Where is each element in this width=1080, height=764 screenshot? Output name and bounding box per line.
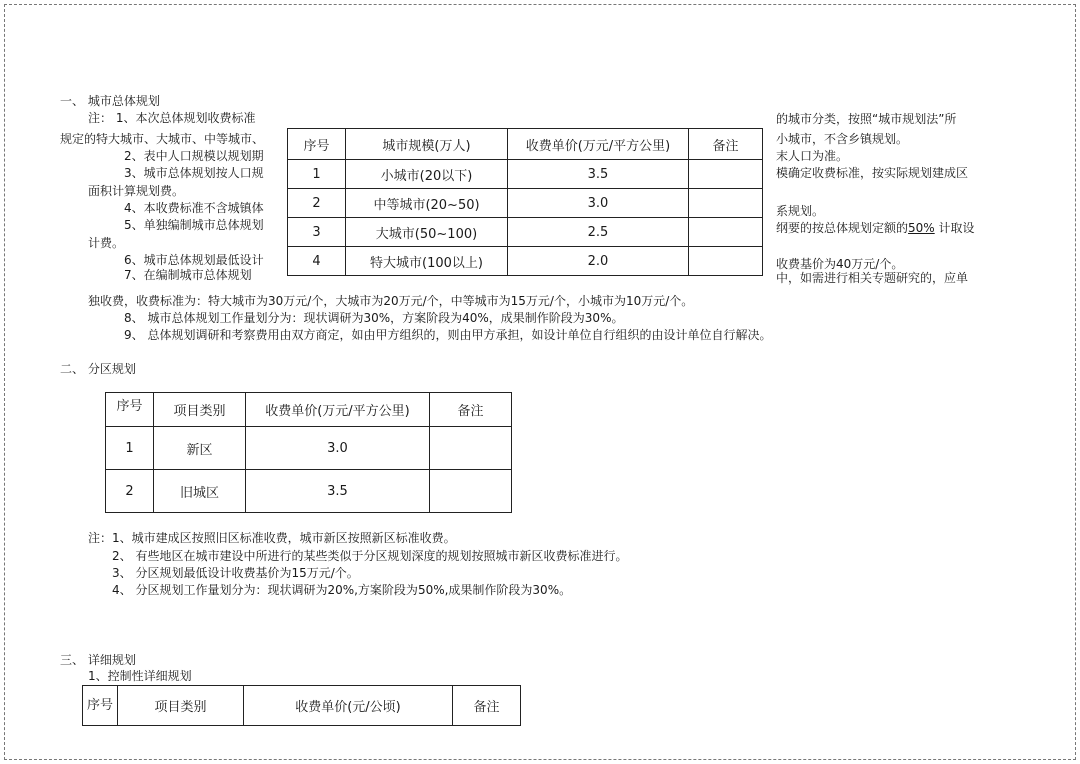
table-header-row [288,129,763,160]
section1-note-9: 9、 总体规划调研和考察费用由双方商定，如由甲方组织的，则由甲方承担，如设计单位自行组织的由设计单位自行解决。 [124,328,772,342]
cell: 新区 [154,427,246,470]
section1-heading: 一、 城市总体规划 [60,94,160,108]
header-cell: 收费单价(万元/平方公里) [508,129,689,160]
cell: 特大城市(100以上) [346,247,508,276]
table-header-row [83,686,521,726]
cell: 1 [106,427,154,470]
table-header-row [106,393,512,427]
table-row [106,470,512,513]
table-row [106,427,512,470]
cell: 4 [288,247,346,276]
section2-note-3: 3、 分区规划最低设计收费基价为15万元/个。 [112,566,359,580]
cell: 3.0 [508,189,689,218]
section1-right-5: 系规划。 [776,204,825,218]
cell: 3.5 [246,470,430,513]
cell: 大城市(50~100) [346,218,508,247]
table-row [288,160,763,189]
section2-note-1: 注：1、城市建成区按照旧区标准收费，城市新区按照新区标准收费。 [88,531,456,545]
section1-right-4: 模确定收费标准，按实际规划建成区 [776,166,969,180]
cell: 3 [288,218,346,247]
cell [689,218,763,247]
cell: 中等城市(20~50) [346,189,508,218]
cell [689,189,763,218]
section1-note-6: 6、城市总体规划最低设计 [124,253,264,267]
table-row [288,189,763,218]
section1-note-7: 7、在编制城市总体规划 [124,268,252,282]
detailed-plan-fee-table [82,685,521,726]
district-plan-fee-table [105,392,512,513]
city-master-plan-fee-table [287,128,763,276]
section1-right-1: 的城市分类，按照“城市规划法”所 [776,112,957,126]
section1-right-6: 纲要的按总体规划定额的50% 计取设 [776,221,975,235]
section1-note-1a: 注： 1、本次总体规划收费标准 [88,111,256,125]
cell: 3.5 [508,160,689,189]
header-cell: 序号 [83,686,118,726]
cell: 小城市(20以下) [346,160,508,189]
section1-right-2: 小城市，不含乡镇规划。 [776,132,909,146]
section3-heading: 三、 详细规划 [60,653,136,667]
cell: 2.0 [508,247,689,276]
table-row [288,218,763,247]
cell [430,427,512,470]
section1-right-8: 中，如需进行相关专题研究的，应单 [776,271,969,285]
header-cell: 收费单价(万元/平方公里) [246,393,430,427]
cell [430,470,512,513]
section2-heading: 二、 分区规划 [60,362,136,376]
cell: 3.0 [246,427,430,470]
header-cell: 收费单价(元/公顷) [244,686,453,726]
section1-right-3: 末人口为准。 [776,149,849,163]
header-cell: 备注 [430,393,512,427]
header-cell: 序号 [288,129,346,160]
cell: 2 [106,470,154,513]
section3-subheading: 1、控制性详细规划 [88,669,192,683]
section2-note-2: 2、 有些地区在城市建设中所进行的某些类似于分区规划深度的规划按照城市新区收费标准进行。 [112,549,628,563]
section1-note-2: 2、表中人口规模以规划期 [124,149,264,163]
cell [689,247,763,276]
header-cell: 序号 [106,393,154,427]
cell: 1 [288,160,346,189]
table-row [288,247,763,276]
section1-note-5b: 计费。 [88,236,125,250]
section2-note-4: 4、 分区规划工作量划分为：现状调研为20%,方案阶段为50%,成果制作阶段为30%。 [112,583,572,597]
section1-note-7b: 独收费，收费标准为：特大城市为30万元/个，大城市为20万元/个，中等城市为15万元/个，小城市为10万元/个。 [88,294,694,308]
cell: 2 [288,189,346,218]
header-cell: 城市规模(万人) [346,129,508,160]
section1-note-3b: 面积计算规划费。 [88,184,185,198]
section1-note-8: 8、 城市总体规划工作量划分为：现状调研为30%，方案阶段为40%，成果制作阶段为30%。 [124,311,624,325]
header-cell: 备注 [453,686,521,726]
header-cell: 项目类别 [118,686,244,726]
header-cell: 项目类别 [154,393,246,427]
section1-note-5a: 5、单独编制城市总体规划 [124,218,264,232]
cell [689,160,763,189]
section1-note-1b: 规定的特大城市、大城市、中等城市、 [60,132,265,146]
section1-note-4: 4、本收费标准不含城镇体 [124,201,264,215]
cell: 旧城区 [154,470,246,513]
cell: 2.5 [508,218,689,247]
header-cell: 备注 [689,129,763,160]
section1-right-7: 收费基价为40万元/个。 [776,257,904,271]
section1-note-3a: 3、城市总体规划按人口规 [124,166,264,180]
